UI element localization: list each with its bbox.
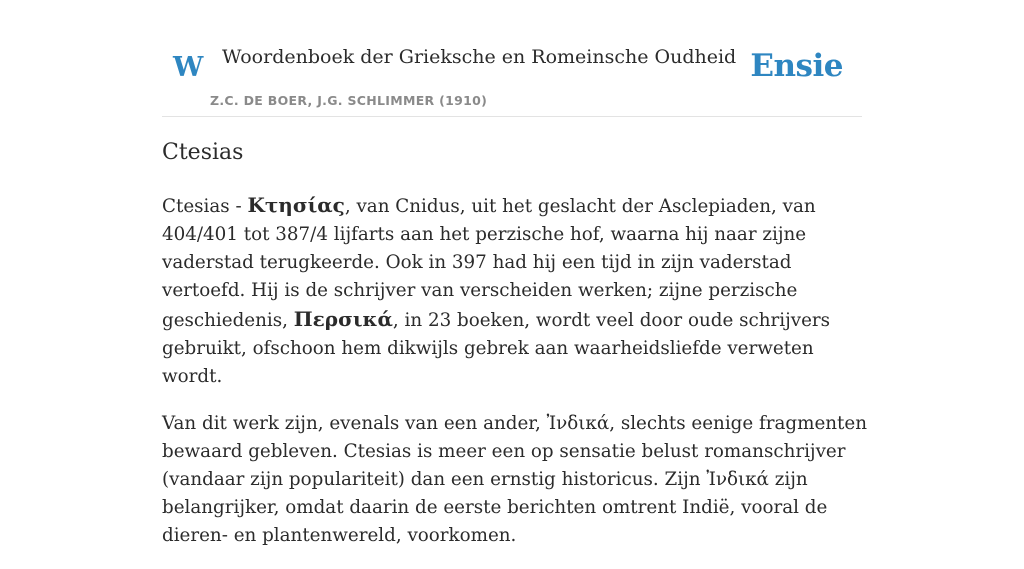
dictionary-authors: Z.C. DE BOER, J.G. SCHLIMMER (1910) [210,93,488,108]
dictionary-title-link[interactable]: Woordenboek der Grieksche en Romeinsche Oudheid [222,46,737,68]
article-paragraph-2: Van dit werk zijn, evenals van een ander, Ἰνδικά, slechts eenige fragmenten bewaard gebleven. Ctesias is meer een op sensatie belust romanschrijver (vandaar zijn populariteit) dan een ernstig historicus. Zijn Ἰνδικά zijn belangrijker, omdat daarin de eerste berichten omtrent Indië, vooral de dieren- en plantenwereld, voorkomen. [162,413,867,546]
paragraph-text: , in 23 boeken, wordt veel door oude schrijvers gebruikt, ofschoon hem dikwijls gebrek aan waarheidsliefde verweten wordt. [162,310,831,387]
dictionary-logo[interactable]: W [173,52,204,83]
article-body [162,191,867,569]
site-header [162,40,862,117]
ensie-brand-logo[interactable]: Ensie [750,48,843,84]
paragraph-text: Ctesias - [162,196,248,217]
article-paragraph-1 [162,191,867,391]
greek-term: Περσικά [293,307,393,331]
article-title: Ctesias [162,140,244,165]
greek-term: Κτησίας [247,193,345,217]
paragraph-text: , van Cnidus, uit het geslacht der Asclepiaden, van 404/401 tot 387/4 lijfarts aan het perzische hof, waarna hij naar zijne vaderstad terugkeerde. Ook in 397 had hij een tijd in zijn vaderstad vertoefd. Hij is de schrijver van verscheiden werken; zijne perzische geschiedenis, [162,196,816,331]
